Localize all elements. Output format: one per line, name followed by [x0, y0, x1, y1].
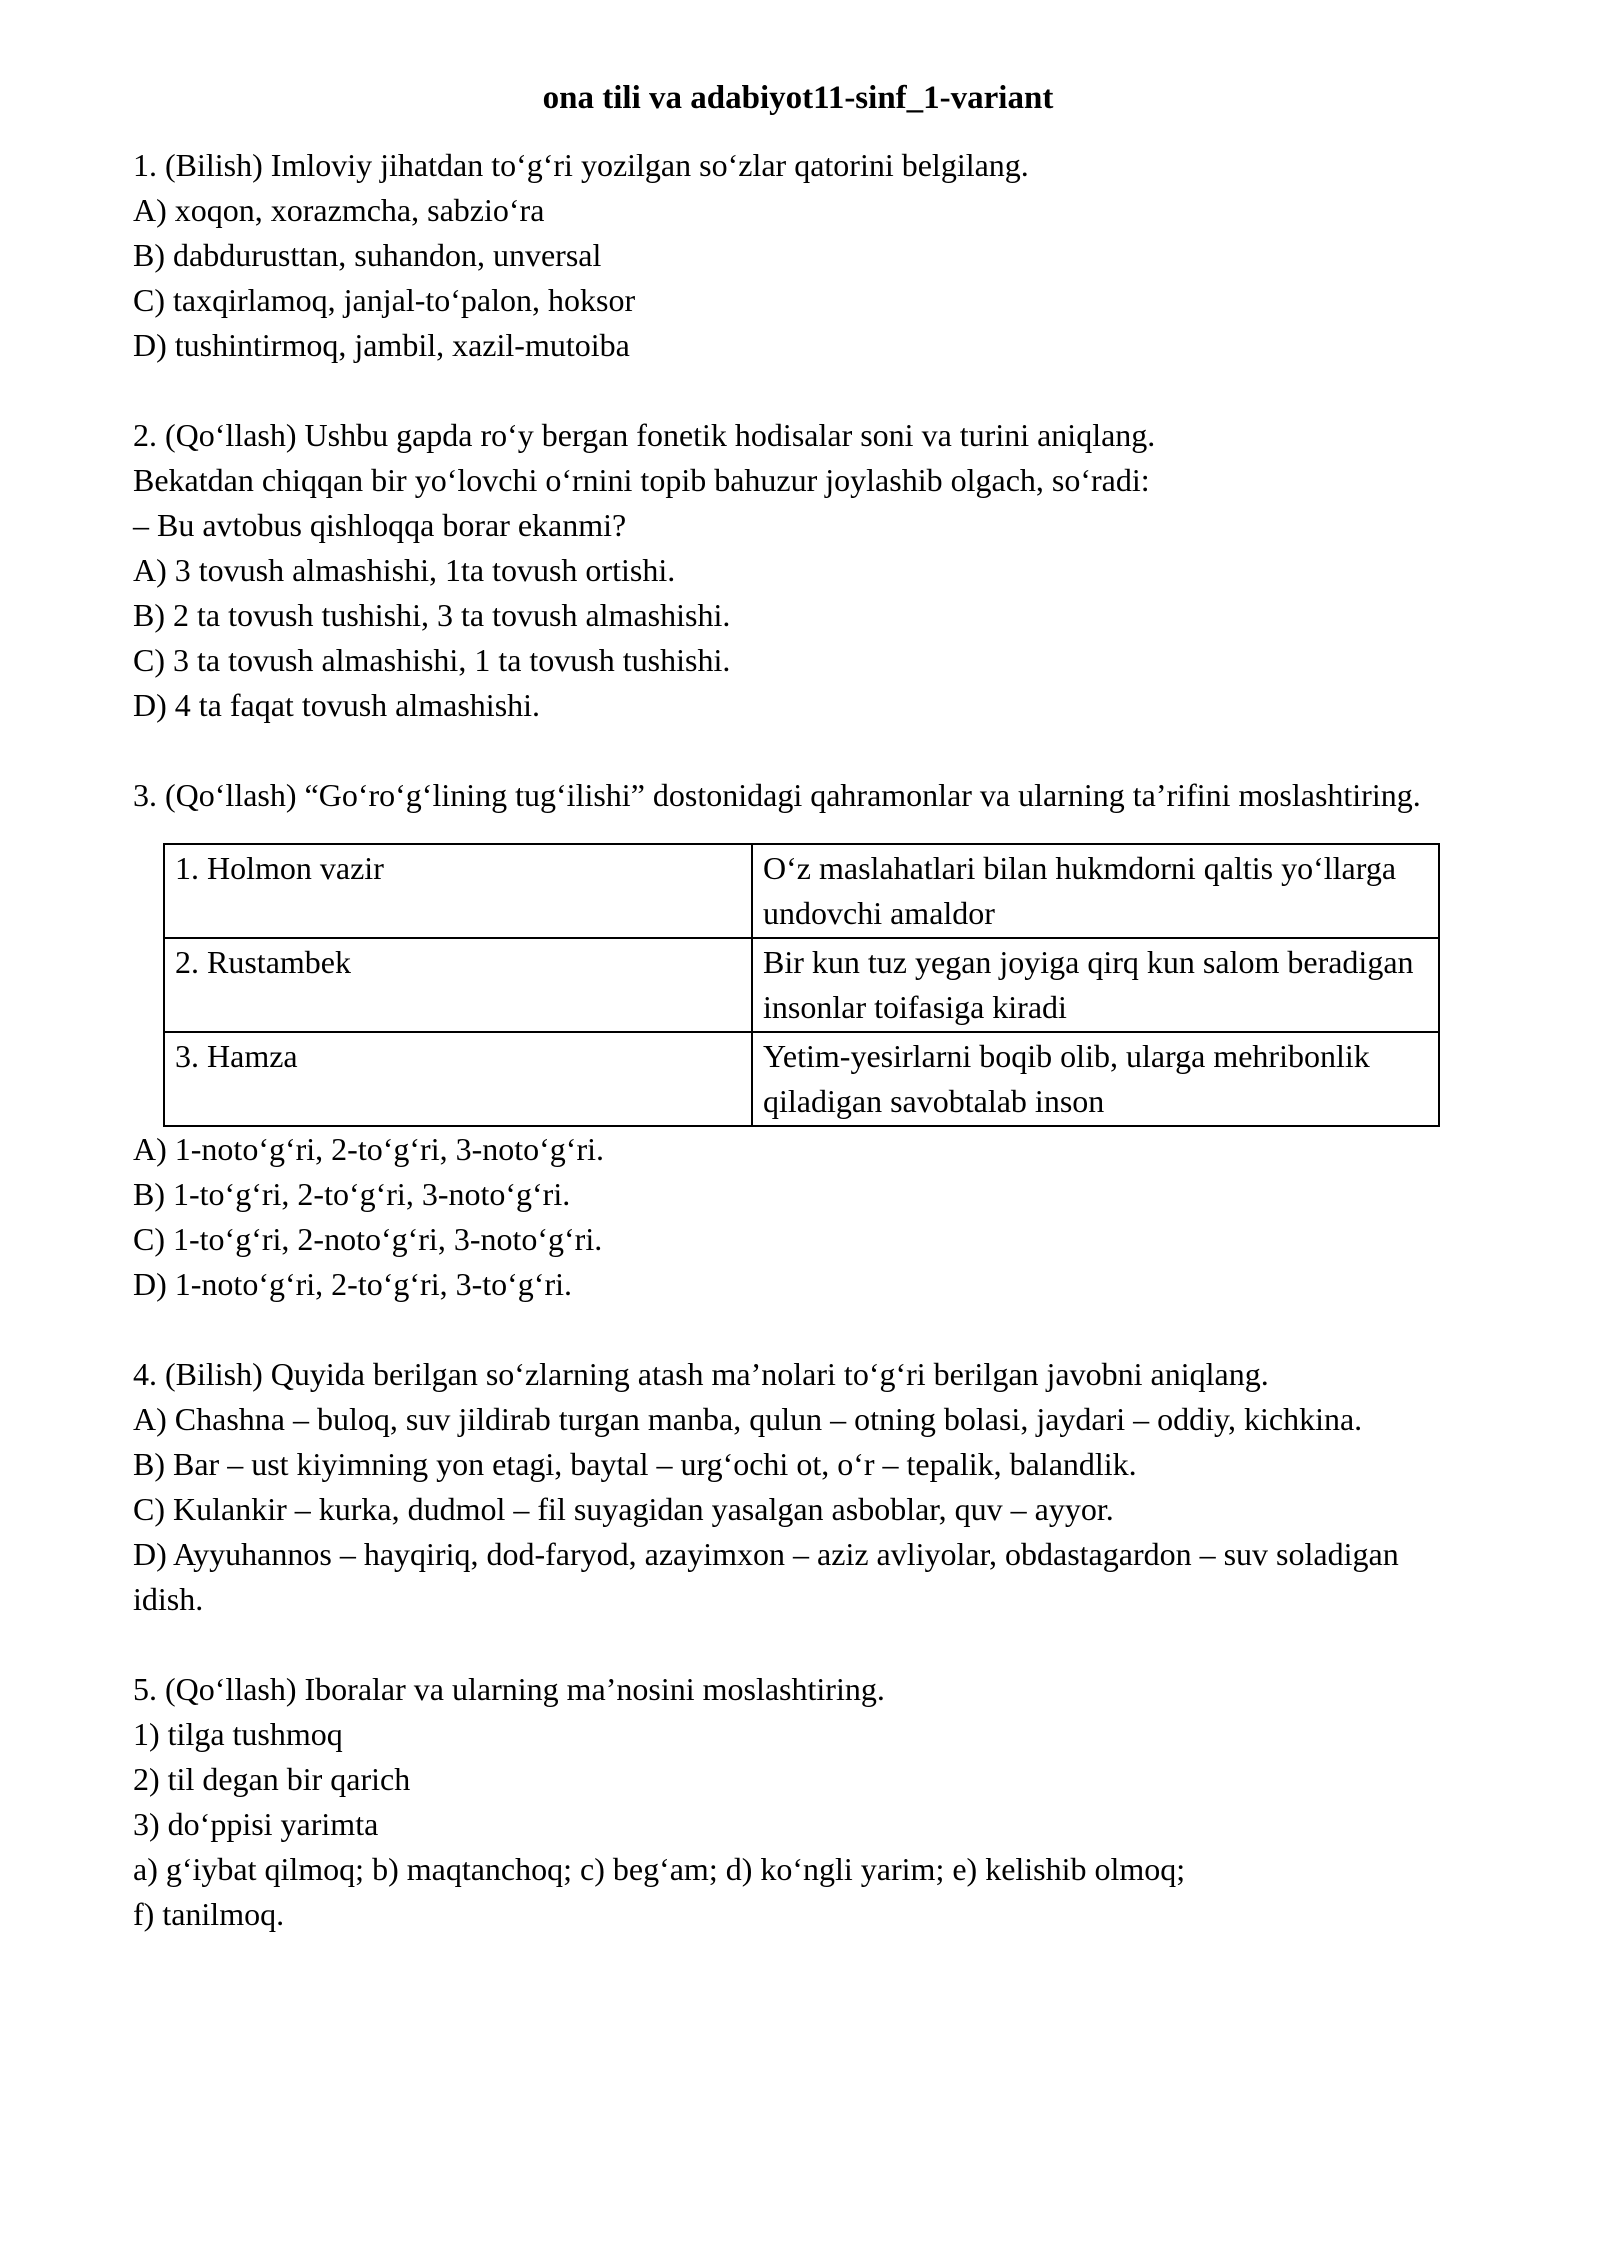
matching-table: [163, 843, 1440, 1127]
document-content: [133, 76, 1463, 1937]
question-5-item-1: 1) tilga tushmoq: [133, 1716, 343, 1752]
blank-line: [133, 1622, 1463, 1667]
question-2-option-a: A) 3 tovush almashishi, 1ta tovush ortishi.: [133, 552, 676, 588]
question-4-stem: 4. (Bilish) Quyida berilgan so‘zlarning atash ma’nolari to‘g‘ri berilgan javobni aniqlang.: [133, 1356, 1269, 1392]
question-2-context: Bekatdan chiqqan bir yo‘lovchi o‘rnini topib bahuzur joylashib olgach, so‘radi:: [133, 462, 1150, 498]
question-2-option-d: D) 4 ta faqat tovush almashishi.: [133, 687, 541, 723]
question-3-stem: 3. (Qo‘llash) “Go‘ro‘g‘lining tug‘ilishi” dostonidagi qahramonlar va ularning ta’rifini moslashtiring.: [133, 777, 1421, 813]
blank-line: [133, 1307, 1463, 1352]
question-2-option-b: B) 2 ta tovush tushishi, 3 ta tovush almashishi.: [133, 597, 731, 633]
question-3-option-c: C) 1-to‘g‘ri, 2-noto‘g‘ri, 3-noto‘g‘ri.: [133, 1221, 603, 1257]
table-cell-description: Bir kun tuz yegan joyiga qirq kun salom beradigan insonlar toifasiga kiradi: [752, 938, 1439, 1032]
question-2-dialogue: – Bu avtobus qishloqqa borar ekanmi?: [133, 507, 627, 543]
table-row: [164, 1032, 1439, 1126]
question-3-option-a: A) 1-noto‘g‘ri, 2-to‘g‘ri, 3-noto‘g‘ri.: [133, 1131, 604, 1167]
question-5-answers-line-1: a) g‘iybat qilmoq; b) maqtanchoq; c) beg‘am; d) ko‘ngli yarim; e) kelishib olmoq;: [133, 1851, 1186, 1887]
question-4-option-c: C) Kulankir – kurka, dudmol – fil suyagidan yasalgan asboblar, quv – ayyor.: [133, 1491, 1114, 1527]
question-1-stem: 1. (Bilish) Imloviy jihatdan to‘g‘ri yozilgan so‘zlar qatorini belgilang.: [133, 147, 1029, 183]
question-2-stem: 2. (Qo‘llash) Ushbu gapda ro‘y bergan fonetik hodisalar soni va turini aniqlang.: [133, 417, 1156, 453]
blank-line: [133, 368, 1463, 413]
question-5-item-2: 2) til degan bir qarich: [133, 1761, 411, 1797]
question-1-option-b: B) dabdurusttan, suhandon, unversal: [133, 237, 602, 273]
question-1-option-d: D) tushintirmoq, jambil, xazil-mutoiba: [133, 327, 630, 363]
question-4-option-d: D) Ayyuhannos – hayqiriq, dod-faryod, azayimxon – aziz avliyolar, obdastagardon – suv soladigan idish.: [133, 1536, 1399, 1617]
question-1-option-a: A) xoqon, xorazmcha, sabzio‘ra: [133, 192, 545, 228]
question-2-option-c: C) 3 ta tovush almashishi, 1 ta tovush tushishi.: [133, 642, 731, 678]
table-cell-character: 3. Hamza: [164, 1032, 752, 1126]
question-3-option-d: D) 1-noto‘g‘ri, 2-to‘g‘ri, 3-to‘g‘ri.: [133, 1266, 572, 1302]
question-2: [133, 413, 1463, 728]
table-cell-description: Yetim-yesirlarni boqib olib, ularga mehribonlik qiladigan savobtalab inson: [752, 1032, 1439, 1126]
question-4-option-b: B) Bar – ust kiyimning yon etagi, baytal – urg‘ochi ot, o‘r – tepalik, balandlik.: [133, 1446, 1137, 1482]
question-1: [133, 143, 1463, 368]
question-5: [133, 1667, 1463, 1937]
question-4-option-a: A) Chashna – buloq, suv jildirab turgan manba, qulun – otning bolasi, jaydari – oddiy, kichkina.: [133, 1401, 1363, 1437]
table-cell-character: 1. Holmon vazir: [164, 844, 752, 938]
table-row: [164, 844, 1439, 938]
question-1-option-c: C) taxqirlamoq, janjal-to‘palon, hoksor: [133, 282, 636, 318]
table-cell-description: O‘z maslahatlari bilan hukmdorni qaltis yo‘llarga undovchi amaldor: [752, 844, 1439, 938]
table-cell-character: 2. Rustambek: [164, 938, 752, 1032]
page-title: ona tili va adabiyot11-sinf_1-variant: [542, 80, 1054, 116]
table-row: [164, 938, 1439, 1032]
question-5-answers-line-2: f) tanilmoq.: [133, 1896, 285, 1932]
question-5-item-3: 3) do‘ppisi yarimta: [133, 1806, 379, 1842]
question-5-stem: 5. (Qo‘llash) Iboralar va ularning ma’nosini moslashtiring.: [133, 1671, 885, 1707]
question-3-option-b: B) 1-to‘g‘ri, 2-to‘g‘ri, 3-noto‘g‘ri.: [133, 1176, 571, 1212]
question-4: [133, 1352, 1463, 1622]
blank-line: [133, 728, 1463, 773]
question-3: [133, 773, 1463, 1307]
